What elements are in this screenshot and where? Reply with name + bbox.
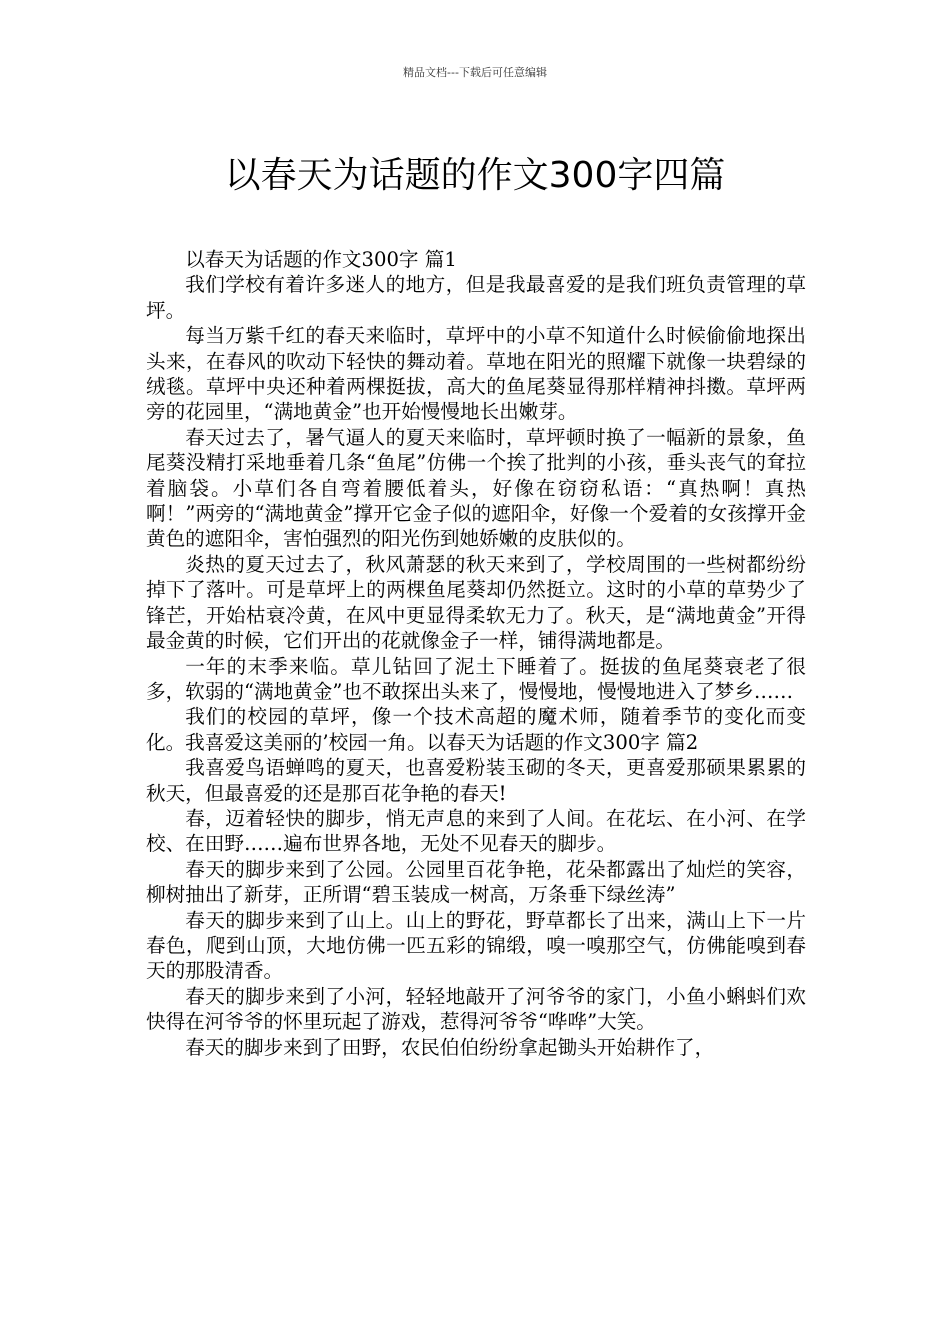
paragraph: 我喜爱鸟语蝉鸣的夏天，也喜爱粉装玉砌的冬天，更喜爱那硕果累累的秋天，但最喜爱的还是那百花争艳的春天! <box>146 756 806 805</box>
paragraph: 春天过去了，暑气逼人的夏天来临时，草坪顿时换了一幅新的景象，鱼尾葵没精打采地垂着几条“鱼尾”仿佛一个挨了批判的小孩，垂头丧气的耷拉着脑袋。小草们各自弯着腰低着头，好像在窃窃私语：“真热啊！真热啊！”两旁的“满地黄金”撑开它金子似的遮阳伞，好像一个爱着的女孩撑开金黄色的遮阳伞，害怕强烈的阳光伤到她娇嫩的皮肤似的。 <box>146 425 806 551</box>
paragraph: 春天的脚步来到了田野，农民伯伯纷纷拿起锄头开始耕作了， <box>185 1035 715 1059</box>
page-header: 精品文档---下载后可任意编辑 <box>403 66 547 79</box>
paragraph: 我们学校有着许多迷人的地方，但是我最喜爱的是我们班负责管理的草坪。 <box>146 273 806 322</box>
document-title: 以春天为话题的作文300字四篇 <box>224 155 726 197</box>
paragraph: 每当万紫千红的春天来临时，草坪中的小草不知道什么时候偷偷地探出头来，在春风的吹动下轻快的舞动着。草地在阳光的照耀下就像一块碧绿的绒毯。草坪中央还种着两棵挺拔，高大的鱼尾葵显得那样精神抖擞。草坪两旁的花园里，“满地黄金”也开始慢慢地长出嫩芽。 <box>146 324 806 424</box>
paragraph: 一年的末季来临。草儿钻回了泥土下睡着了。挺拔的鱼尾葵衰老了很多，软弱的“满地黄金”也不敢探出头来了，慢慢地，慢慢地进入了梦乡…… <box>146 654 806 703</box>
paragraph: 炎热的夏天过去了，秋风萧瑟的秋天来到了，学校周围的一些树都纷纷掉下了落叶。可是草坪上的两棵鱼尾葵却仍然挺立。这时的小草的草势少了锋芒，开始枯衰冷黄，在风中更显得柔软无力了。秋天，是“满地黄金”开得最金黄的时候，它们开出的花就像金子一样，铺得满地都是。 <box>146 552 806 653</box>
paragraph: 我们的校园的草坪，像一个技术高超的魔术师，随着季节的变化而变化。我喜爱这美丽的’校园一角。以春天为话题的作文300字 篇2 <box>146 705 806 754</box>
paragraph: 春天的脚步来到了山上。山上的野花，野草都长了出来，满山上下一片春色，爬到山顶，大地仿佛一匹五彩的锦缎，嗅一嗅那空气，仿佛能嗅到春天的那股清香。 <box>146 908 806 983</box>
document-body <box>146 247 806 1060</box>
paragraph: 春，迈着轻快的脚步，悄无声息的来到了人间。在花坛、在小河、在学校、在田野……遍布世界各地，无处不见春天的脚步。 <box>146 806 806 856</box>
paragraph: 以春天为话题的作文300字 篇1 <box>185 248 457 271</box>
paragraph: 春天的脚步来到了公园。公园里百花争艳，花朵都露出了灿烂的笑容，柳树抽出了新芽，正所谓“碧玉装成一树高，万条垂下绿丝涛” <box>146 857 806 907</box>
paragraph: 春天的脚步来到了小河，轻轻地敲开了河爷爷的家门，小鱼小蝌蚪们欢快得在河爷爷的怀里玩起了游戏，惹得河爷爷“哗哗”大笑。 <box>146 984 806 1034</box>
